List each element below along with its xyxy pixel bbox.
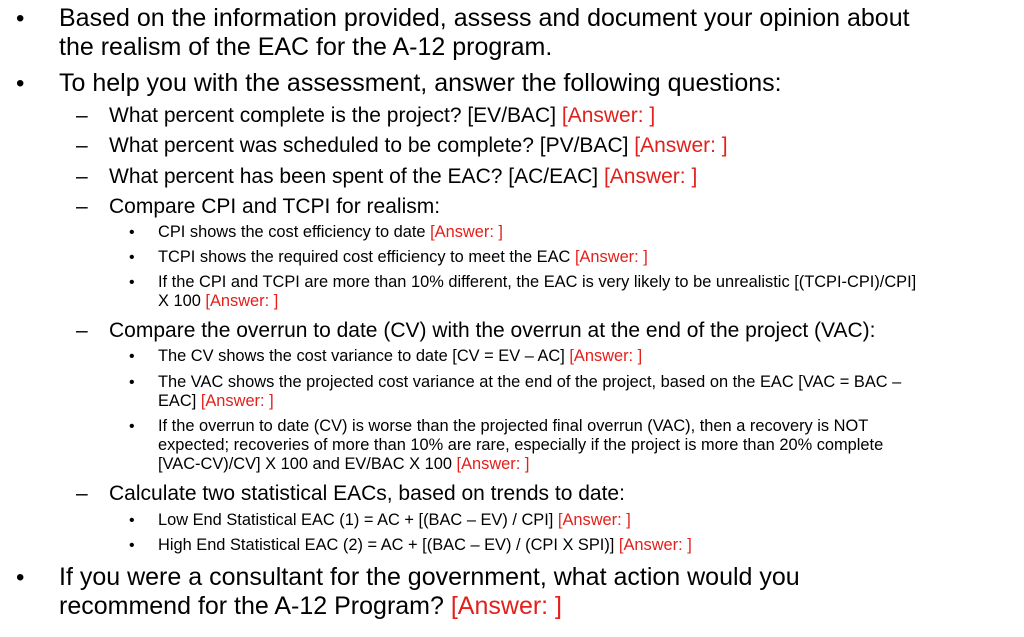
sub-bullet-marker: •	[129, 274, 135, 291]
subitem-recovery-line3	[158, 455, 529, 474]
question-percent-scheduled	[109, 133, 728, 158]
answer-placeholder: [Answer: ]	[561, 104, 656, 127]
subitem-text: TCPI shows the required cost efficiency to meet the EAC	[158, 248, 575, 266]
question-text: What percent complete is the project? [EV/BAC]	[109, 104, 562, 127]
sub-bullet-marker: •	[129, 512, 135, 529]
bullet-marker: •	[16, 70, 25, 97]
question-percent-spent	[109, 164, 697, 189]
subitem-text: [VAC-CV)/CV] X 100 and EV/BAC X 100	[158, 455, 457, 473]
subitem-high-end-eac	[158, 536, 692, 555]
subitem-text: X 100	[158, 292, 206, 310]
question-text: What percent was scheduled to be complete? [PV/BAC]	[109, 134, 635, 157]
item-consultant-line1: If you were a consultant for the government, what action would you	[59, 563, 800, 591]
subitem-text: Low End Statistical EAC (1) = AC + [(BAC – EV) / CPI]	[158, 511, 558, 529]
bullet-marker: •	[16, 564, 25, 591]
subitem-text: EAC]	[158, 392, 201, 410]
answer-placeholder: [Answer: ]	[430, 223, 503, 241]
answer-placeholder: [Answer: ]	[450, 592, 563, 620]
question-percent-complete	[109, 103, 655, 128]
answer-placeholder: [Answer: ]	[574, 248, 648, 266]
subitem-text: The CV shows the cost variance to date [CV = EV – AC]	[158, 347, 570, 365]
sub-bullet-marker: •	[129, 249, 135, 266]
question-compare-cpi-tcpi: Compare CPI and TCPI for realism:	[109, 195, 441, 218]
dash-marker: –	[76, 134, 88, 157]
answer-placeholder: [Answer: ]	[200, 392, 274, 410]
subitem-cpi	[158, 223, 503, 242]
question-text: What percent has been spent of the EAC? [AC/EAC]	[109, 165, 604, 188]
answer-placeholder: [Answer: ]	[603, 165, 698, 188]
item-assess-line2: the realism of the EAC for the A-12 program.	[59, 33, 553, 61]
item-consultant-line2	[59, 592, 562, 621]
dash-marker: –	[76, 319, 88, 342]
dash-marker: –	[76, 104, 88, 127]
sub-bullet-marker: •	[129, 537, 135, 554]
dash-marker: –	[76, 165, 88, 188]
subitem-low-end-eac	[158, 511, 631, 530]
answer-placeholder: [Answer: ]	[557, 511, 631, 529]
question-statistical-eacs: Calculate two statistical EACs, based on trends to date:	[109, 482, 625, 505]
item-text: recommend for the A-12 Program?	[59, 592, 451, 620]
subitem-cv	[158, 347, 642, 366]
subitem-cpi-tcpi-diff-line1: If the CPI and TCPI are more than 10% different, the EAC is very likely to be unrealistic [(TCPI-CPI)/CPI]	[158, 273, 917, 291]
item-help-assessment: To help you with the assessment, answer the following questions:	[59, 69, 782, 97]
sub-bullet-marker: •	[129, 348, 135, 365]
answer-placeholder: [Answer: ]	[205, 292, 279, 310]
sub-bullet-marker: •	[129, 374, 135, 391]
subitem-text: CPI shows the cost efficiency to date	[158, 223, 431, 241]
answer-placeholder: [Answer: ]	[634, 134, 728, 157]
sub-bullet-marker: •	[129, 224, 135, 241]
dash-marker: –	[76, 195, 88, 218]
question-compare-overrun: Compare the overrun to date (CV) with the overrun at the end of the project (VAC):	[109, 319, 876, 342]
subitem-cpi-tcpi-diff-line2	[158, 292, 278, 311]
subitem-tcpi	[158, 248, 648, 267]
subitem-vac-line2	[158, 392, 274, 411]
answer-placeholder: [Answer: ]	[569, 347, 643, 365]
sub-bullet-marker: •	[129, 418, 135, 435]
dash-marker: –	[76, 482, 88, 505]
subitem-vac-line1: The VAC shows the projected cost variance at the end of the project, based on the EAC [VAC = BAC –	[158, 373, 902, 391]
subitem-recovery-line1: If the overrun to date (CV) is worse than the projected final overrun (VAC), then a recovery is NOT	[158, 417, 869, 435]
answer-placeholder: [Answer: ]	[456, 455, 530, 473]
bullet-marker: •	[16, 5, 25, 32]
subitem-recovery-line2: expected; recoveries of more than 10% are rare, especially if the project is more than 20% complete	[158, 436, 884, 454]
item-assess-line1: Based on the information provided, assess and document your opinion about	[59, 4, 910, 32]
subitem-text: High End Statistical EAC (2) = AC + [(BAC – EV) / (CPI X SPI)]	[158, 536, 619, 554]
answer-placeholder: [Answer: ]	[618, 536, 692, 554]
